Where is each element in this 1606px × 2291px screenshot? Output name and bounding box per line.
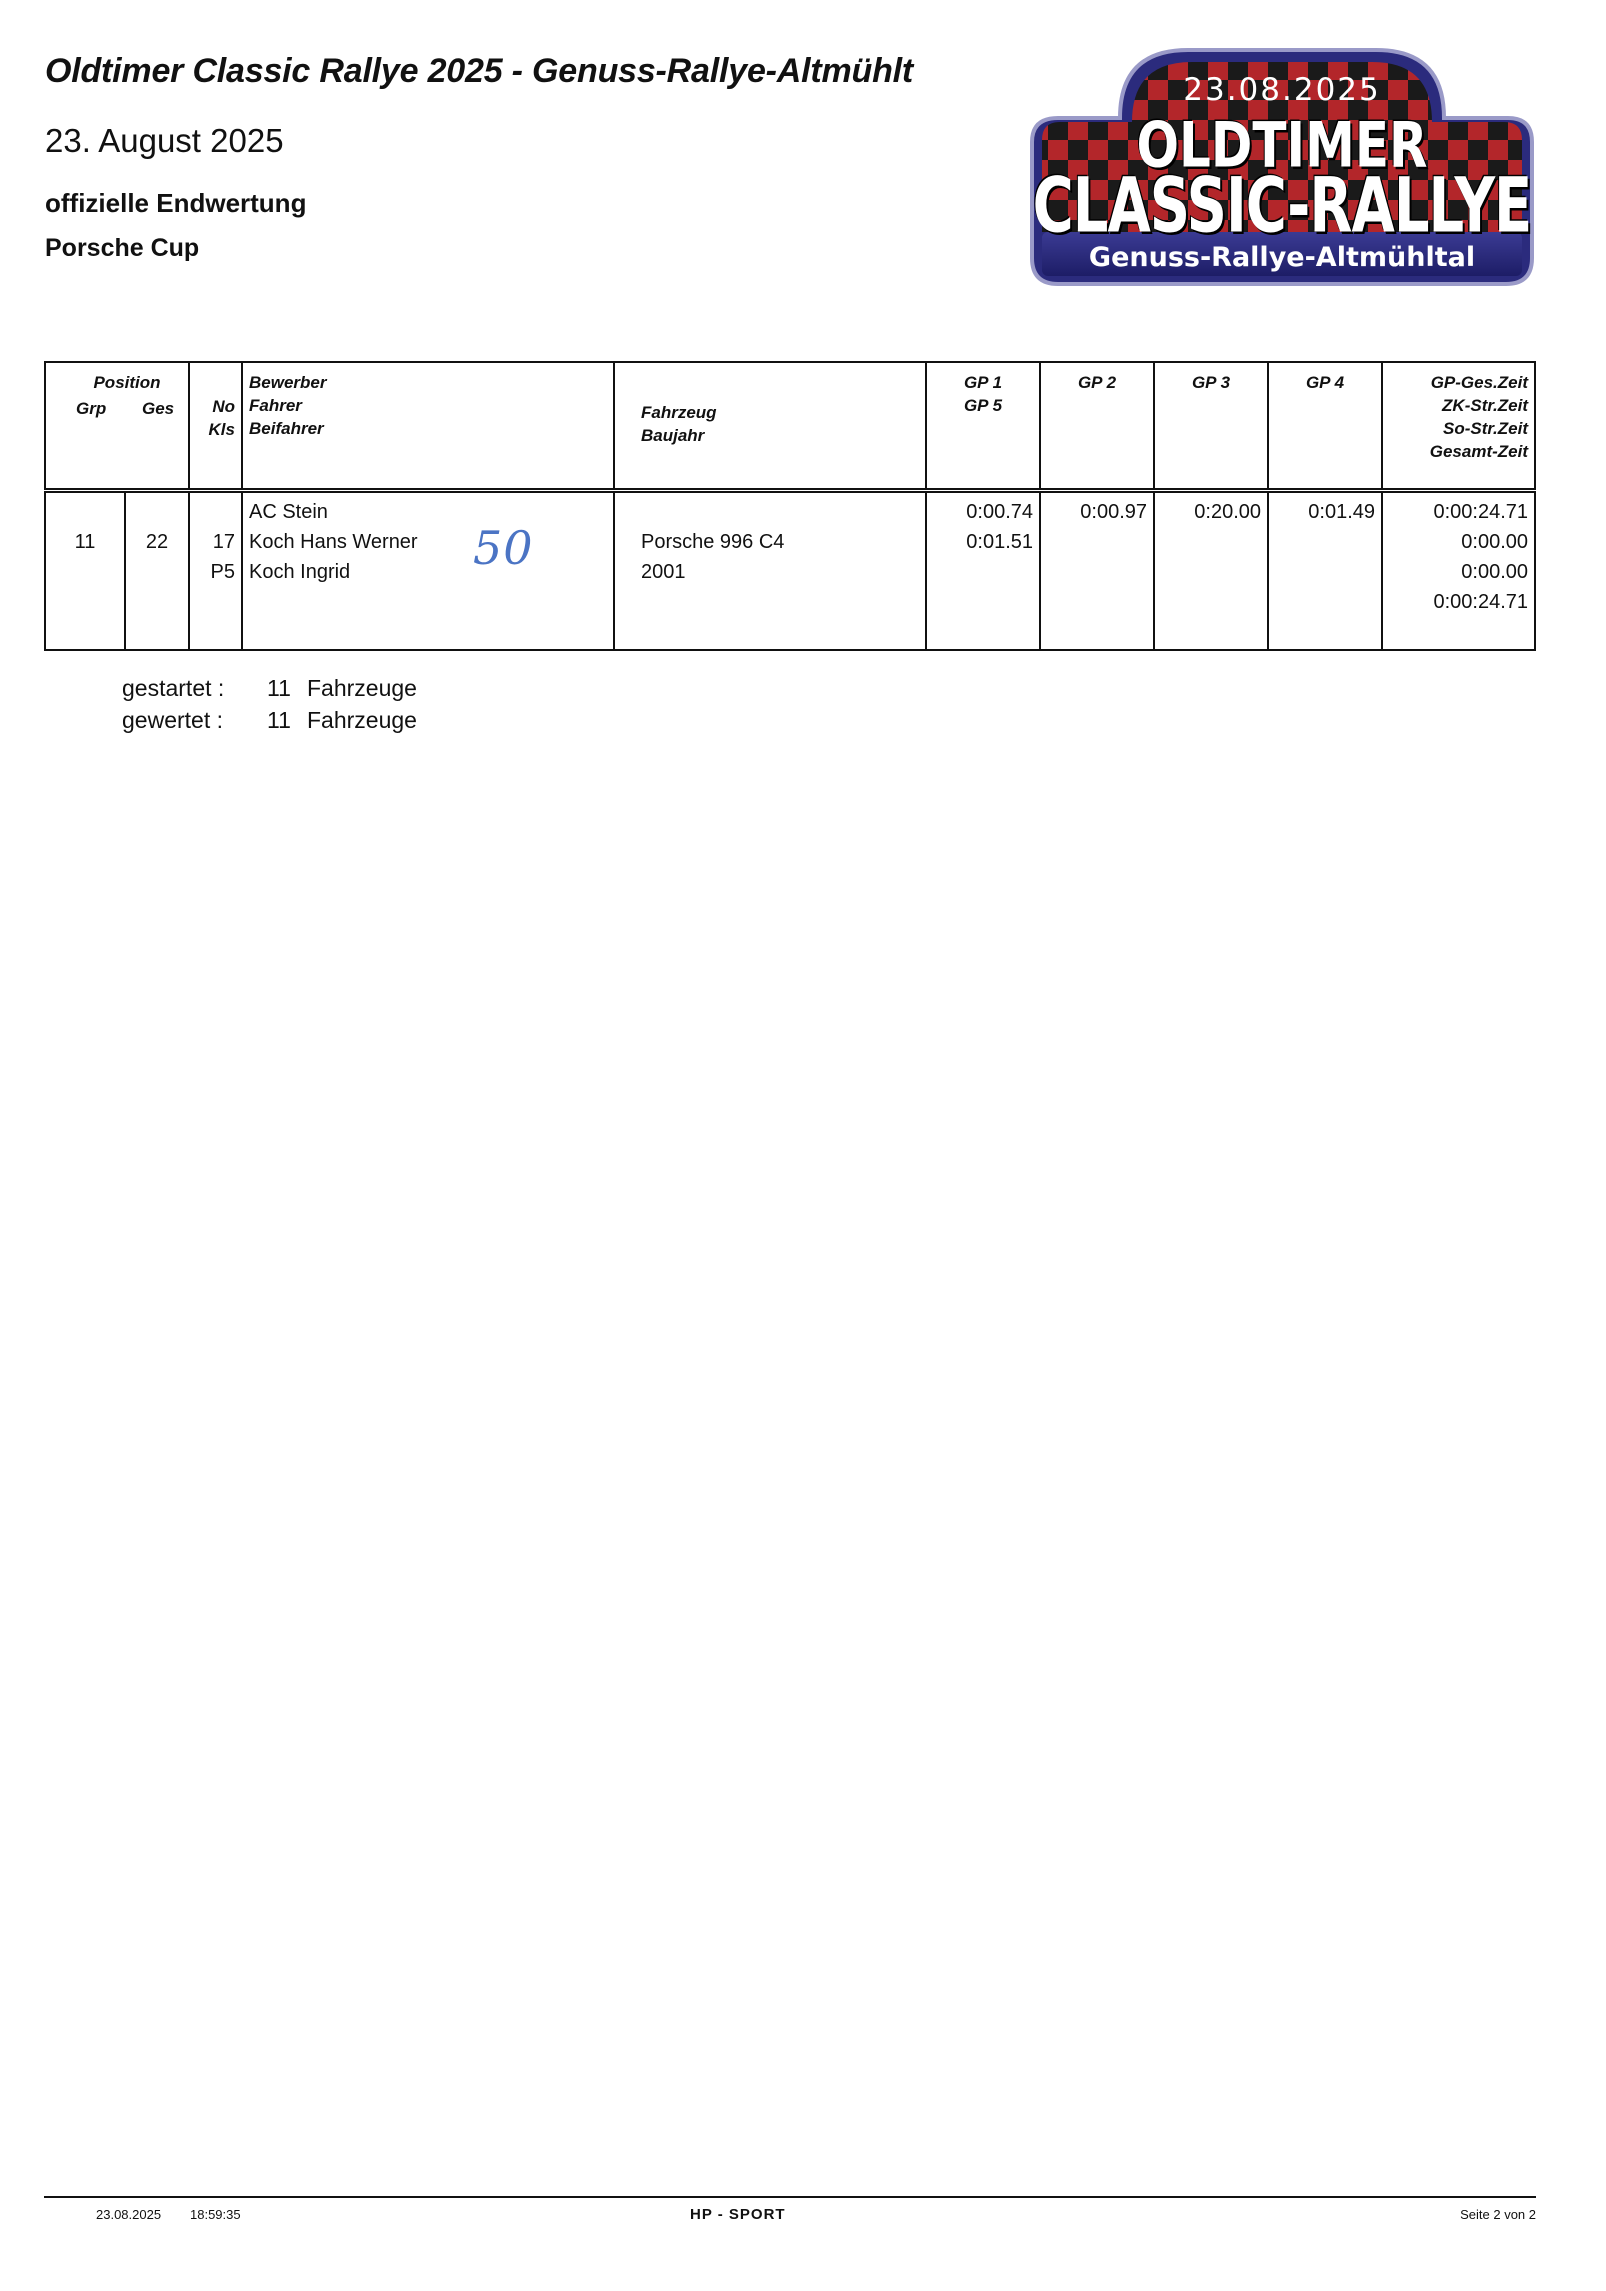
table-row xyxy=(45,490,1535,650)
logo-genuss-rallye: Genuss-Rallye-Altmühltal xyxy=(1088,242,1476,273)
header-gp5: GP 5 xyxy=(963,396,1003,415)
header-gp2: GP 2 xyxy=(1040,362,1154,490)
cell-gp2 xyxy=(1040,490,1154,650)
bewerber-value: AC Stein xyxy=(249,500,328,523)
cell-gp3 xyxy=(1154,490,1268,650)
rated-row xyxy=(122,704,417,736)
header-gp-ges-zeit: GP-Ges.Zeit xyxy=(1430,373,1528,392)
beifahrer-value: Koch Ingrid xyxy=(249,560,351,583)
footer-brand: HP - SPORT xyxy=(690,2206,786,2223)
cell-participants xyxy=(242,490,614,650)
gesamt-zeit-value: 0:00:24.71 xyxy=(1433,590,1528,613)
header-gesamt-zeit: Gesamt-Zeit xyxy=(1429,442,1528,461)
header-gp1: GP 1 xyxy=(963,373,1003,392)
cell-no-kls xyxy=(189,490,242,650)
header-zk-str-zeit: ZK-Str.Zeit xyxy=(1442,396,1528,415)
gp5-value: 0:01.51 xyxy=(966,530,1033,553)
rated-label: gewertet : xyxy=(122,707,223,733)
header-gp3: GP 3 xyxy=(1154,362,1268,490)
header-bewerber: Bewerber xyxy=(249,373,327,392)
header-kls: Kls xyxy=(208,420,235,439)
zk-str-zeit-value: 0:00.00 xyxy=(1461,530,1528,553)
no-value: 17 xyxy=(212,530,235,553)
started-row xyxy=(122,672,417,704)
gp1-value: 0:00.74 xyxy=(966,500,1033,523)
header-fahrer: Fahrer xyxy=(249,396,302,415)
footer-page-number: Seite 2 von 2 xyxy=(1460,2207,1536,2222)
class-name: Porsche Cup xyxy=(45,234,200,262)
result-type: offizielle Endwertung xyxy=(45,188,307,218)
started-label: gestartet : xyxy=(122,675,225,701)
header-position-label: Position xyxy=(93,373,161,392)
header-participants xyxy=(242,362,614,490)
header-position xyxy=(45,362,189,490)
header-times xyxy=(1382,362,1535,490)
started-count: 11 xyxy=(267,675,291,701)
page-title: Oldtimer Classic Rallye 2025 - Genuss-Rallye-Altmühlt xyxy=(45,52,914,90)
header-grp: Grp xyxy=(76,399,107,418)
header-ges: Ges xyxy=(142,399,175,418)
rated-count: 11 xyxy=(267,707,291,733)
rally-logo xyxy=(1028,40,1536,288)
fahrzeug-value: Porsche 996 C4 xyxy=(641,530,785,553)
header-no: No xyxy=(212,397,235,416)
logo-classic-rallye: CLASSIC-RALLYE xyxy=(1032,162,1532,251)
footer-time: 18:59:35 xyxy=(190,2207,241,2222)
footer-date: 23.08.2025 xyxy=(96,2207,162,2222)
gp3-value: 0:20.00 xyxy=(1194,500,1261,523)
header-gp4: GP 4 xyxy=(1268,362,1382,490)
fahrer-value: Koch Hans Werner xyxy=(249,530,418,553)
gp2-value: 0:00.97 xyxy=(1080,500,1147,523)
header-gp1-gp5 xyxy=(926,362,1040,490)
gp-ges-zeit-value: 0:00:24.71 xyxy=(1433,500,1528,523)
grp-value: 11 xyxy=(74,530,96,553)
cell-ges xyxy=(125,490,189,650)
event-date: 23. August 2025 xyxy=(45,122,284,159)
cell-vehicle xyxy=(614,490,926,650)
header-beifahrer: Beifahrer xyxy=(249,419,324,438)
results-table xyxy=(44,361,1536,651)
started-unit: Fahrzeuge xyxy=(307,675,417,701)
header-so-str-zeit: So-Str.Zeit xyxy=(1442,419,1528,438)
table-header-row xyxy=(45,362,1535,490)
rated-unit: Fahrzeuge xyxy=(307,707,417,733)
cell-times xyxy=(1382,490,1535,650)
header-no-kls xyxy=(189,362,242,490)
header-vehicle xyxy=(614,362,926,490)
kls-value: P5 xyxy=(210,560,235,583)
header-fahrzeug: Fahrzeug xyxy=(641,403,717,422)
cell-gp4 xyxy=(1268,490,1382,650)
header-baujahr: Baujahr xyxy=(641,426,705,445)
ges-value: 22 xyxy=(145,530,169,553)
logo-date: 23.08.2025 xyxy=(1183,72,1381,108)
footer-divider xyxy=(44,2196,1536,2198)
cell-gp1-gp5 xyxy=(926,490,1040,650)
logo-oldtimer: OLDTIMER xyxy=(1136,108,1428,182)
baujahr-value: 2001 xyxy=(641,560,686,583)
handwritten-note: 50 xyxy=(473,520,534,575)
gp4-value: 0:01.49 xyxy=(1308,500,1375,523)
cell-grp xyxy=(45,490,125,650)
participation-stats xyxy=(122,672,417,736)
so-str-zeit-value: 0:00.00 xyxy=(1461,560,1528,583)
